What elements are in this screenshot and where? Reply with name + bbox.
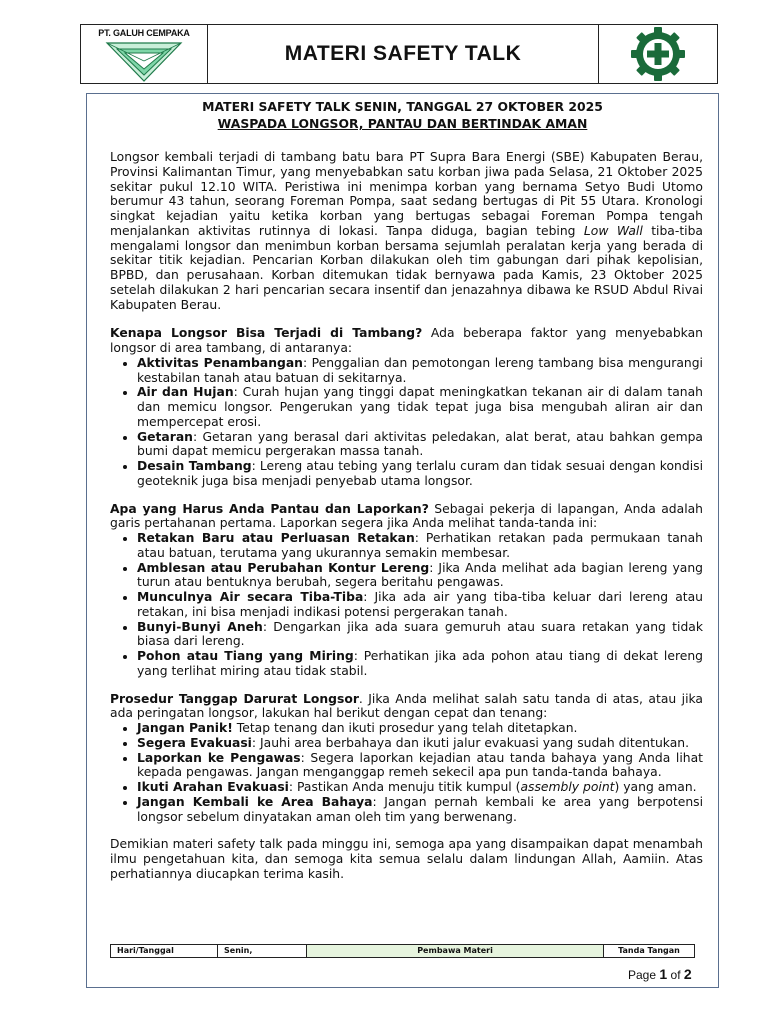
table-cell-presenter: Pembawa Materi <box>307 945 604 957</box>
table-cell-date-value: Senin, <box>218 945 307 957</box>
company-logo-cell <box>81 25 208 83</box>
section-causes-intro: Kenapa Longsor Bisa Terjadi di Tambang? Ada beberapa faktor yang menyebabkan longsor di area tambang, di antaranya: <box>110 326 703 355</box>
section-emergency-intro: Prosedur Tanggap Darurat Longsor. Jika Anda melihat salah satu tanda di atas, atau jika ada peringatan longsor, lakukan hal berikut dengan cepat dan tenang: <box>110 691 703 721</box>
table-cell-date-label: Hari/Tanggal <box>111 945 218 957</box>
document-body <box>110 150 703 882</box>
section-monitor-intro: Apa yang Harus Anda Pantau dan Laporkan? Sebagai pekerja di lapangan, Anda adalah garis pertahanan pertama. Laporkan segera jika Anda melihat tanda-tanda ini: <box>110 501 704 531</box>
header-title: MATERI SAFETY TALK <box>284 42 522 65</box>
k3-logo-cell <box>599 25 717 83</box>
header-title-cell <box>208 25 599 83</box>
list-item: • Amblesan atau Perubahan Kontur Lereng: Jika Anda melihat ada bagian lereng yang turun atau bentuknya berubah, segera beritahu pengawas. <box>137 561 703 591</box>
list-item: • Jangan Panik! Tetap tenang dan ikuti prosedur yang telah ditetapkan. <box>137 721 703 736</box>
signature-table <box>110 944 695 958</box>
list-item: • Retakan Baru atau Perluasan Retakan: Perhatikan retakan pada permukaan tanah atau batuan, terutama yang ukurannya semakin membesar. <box>137 531 703 561</box>
closing-paragraph: Demikian materi safety talk pada minggu ini, semoga apa yang disampaikan dapat menambah ilmu pengetahuan kita, dan semoga kita semua selalu dalam lindungan Allah, Aamiin. Atas perhatiannya diucapkan terima kasih. <box>110 837 703 881</box>
intro-paragraph: Longsor kembali terjadi di tambang batu bara PT Supra Bara Energi (SBE) Kabupaten Berau, Provinsi Kalimantan Timur, yang menyebabkan satu korban jiwa pada Selasa, 21 Oktober 2025 sekitar pukul 12.10 WITA. Peristiwa ini menimpa korban yang bernama Setyo Budi Utomo berumur 43 tahun, seorang Foreman Pompa, saat sedang bertugas di Pit 55 Utara. Kronologi singkat kejadian yaitu ketika korban yang bertugas sebagai Foreman Pompa tengah menjalankan aktivitas rutinnya di lokasi. Tanpa diduga, bagian tebing Low Wall tiba-tiba mengalami longsor dan menimbun korban bersama sejumlah peralatan kerja yang berada di sekitar titik kejadian. Pencarian Korban dilakukan oleh tim gabungan dari pihak kepolisian, BPBD, dan perusahaan. Korban ditemukan tidak bernyawa pada Kamis, 23 Oktober 2025 setelah dilakukan 2 hari pencarian secara insentif dan jenazahnya dibawa ke RSUD Abdul Rivai Kabupaten Berau. <box>110 150 703 312</box>
list-item: • Air dan Hujan: Curah hujan yang tinggi dapat meningkatkan tekanan air di dalam tanah dan memicu longsor. Pengerukan yang tidak tepat juga bisa mengubah aliran air dan mempercepat erosi. <box>137 385 703 429</box>
list-item: • Jangan Kembali ke Area Bahaya: Jangan pernah kembali ke area yang berpotensi longsor sebelum dinyatakan aman oleh tim yang berwenang. <box>137 795 703 825</box>
list-item: • Desain Tambang: Lereng atau tebing yang terlalu curam dan tidak sesuai dengan kondisi geoteknik juga bisa menjadi penyebab utama longsor. <box>137 459 703 489</box>
document-title: MATERI SAFETY TALK SENIN, TANGGAL 27 OKTOBER 2025 <box>202 99 603 114</box>
list-item: • Munculnya Air secara Tiba-Tiba: Jika ada air yang tiba-tiba keluar dari lereng atau retakan, ini bisa menjadi indikasi potensi pergerakan tanah. <box>137 590 703 620</box>
section-monitor-heading: Apa yang Harus Anda Pantau dan Laporkan? <box>110 501 429 516</box>
list-item: • Getaran: Getaran yang berasal dari aktivitas peledakan, alat berat, atau bahkan gempa bumi dapat memicu pergerakan massa tanah. <box>137 430 703 460</box>
section-emergency-heading: Prosedur Tanggap Darurat Longsor <box>110 691 359 706</box>
causes-list <box>110 356 703 489</box>
list-item: • Laporkan ke Pengawas: Segera laporkan kejadian atau tanda bahaya yang Anda lihat kepada pengawas. Jangan menganggap remeh sekecil apa pun tanda-tanda bahaya. <box>137 751 703 781</box>
table-cell-signature: Tanda Tangan <box>618 946 680 955</box>
section-causes-heading: Kenapa Longsor Bisa Terjadi di Tambang? <box>110 326 423 341</box>
document-subtitle: WASPADA LONGSOR, PANTAU DAN BERTINDAK AMAN <box>217 116 588 131</box>
emergency-list <box>110 721 703 824</box>
document-header <box>80 24 718 84</box>
list-item: • Segera Evakuasi: Jauhi area berbahaya dan ikuti jalur evakuasi yang sudah ditentukan. <box>137 736 703 751</box>
list-item: • Pohon atau Tiang yang Miring: Perhatikan jika ada pohon atau tiang di dekat lereng yang terlihat miring atau tidak stabil. <box>137 649 703 679</box>
page-number: Page 1 of 2 <box>628 966 692 982</box>
list-item: • Aktivitas Penambangan: Penggalian dan pemotongan lereng tambang bisa mengurangi kestabilan tanah atau batuan di sekitarnya. <box>137 356 703 386</box>
monitor-list <box>110 531 703 679</box>
list-item: • Ikuti Arahan Evakuasi: Pastikan Anda menuju titik kumpul (assembly point) yang aman. <box>137 780 703 795</box>
company-name: PT. GALUH CEMPAKA <box>98 28 190 38</box>
company-logo-icon <box>105 41 183 83</box>
k3-safety-gear-icon <box>630 26 686 82</box>
list-item: • Bunyi-Bunyi Aneh: Dengarkan jika ada suara gemuruh atau suara retakan yang tidak biasa dari lereng. <box>137 620 703 650</box>
